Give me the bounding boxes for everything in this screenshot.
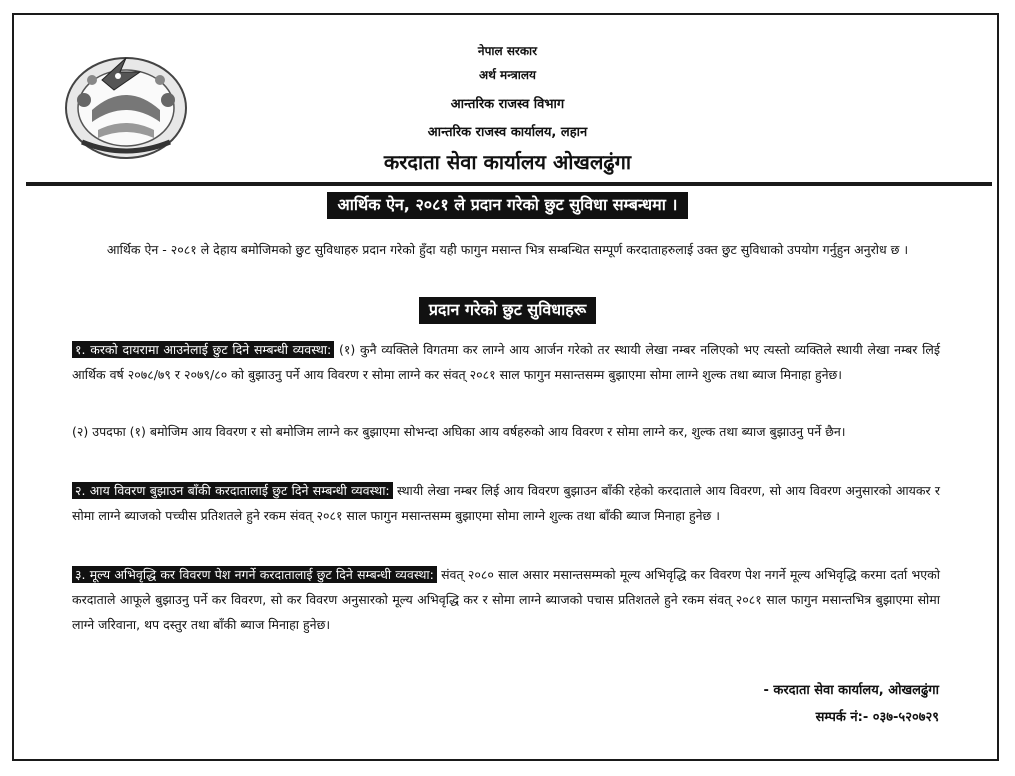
notice-intro: आर्थिक ऐन - २०८१ ले देहाय बमोजिमको छुट सुविधाहरु प्रदान गरेको हुँदा यही फागुन मसान्त भित्र सम्बन्धित सम्पूर्ण करदाताहरुलाई उक्त छुट सुविधाको उपयोग गर्नुहुन अनुरोध छ । bbox=[106, 242, 909, 257]
item-1 bbox=[72, 337, 940, 387]
notice-title: आर्थिक ऐन, २०८१ ले प्रदान गरेको छुट सुविधा सम्बन्धमा । bbox=[327, 192, 687, 219]
item-2-text: स्थायी लेखा नम्बर लिई आय विवरण बुझाउन बाँकी रहेको करदाताले आय विवरण, सो आय विवरण अनुसारको आयकर र सोमा लाग्ने ब्याजको पच्चीस प्रतिशतले हुने रकम संवत् २०८१ साल फागुन मसान्तसम्म बुझाएमा सोमा लाग्ने शुल्क तथा बाँकी ब्याज मिनाहा हुनेछ । bbox=[72, 483, 940, 523]
department-name: आन्तरिक राजस्व विभाग bbox=[450, 97, 565, 112]
item-1-heading: १. करको दायरामा आउनेलाई छुट दिने सम्बन्धी व्यवस्था: bbox=[72, 341, 334, 358]
signature: - करदाता सेवा कार्यालय, ओखलढुंगा bbox=[763, 683, 939, 698]
contact-number: सम्पर्क नं:- ०३७-५२०७२९ bbox=[815, 710, 939, 725]
notice-subtitle: प्रदान गरेको छुट सुविधाहरू bbox=[419, 297, 596, 324]
item-1-subclause: (२) उपदफा (१) बमोजिम आय विवरण र सो बमोजिम लाग्ने कर बुझाएमा सोभन्दा अघिका आय वर्षहरुको आय विवरण र सोमा लाग्ने कर, शुल्क तथा ब्याज बुझाउनु पर्ने छैन। bbox=[72, 424, 846, 439]
item-3-heading: ३. मूल्य अभिवृद्धि कर विवरण पेश नगर्ने करदातालाई छुट दिने सम्बन्धी व्यवस्था: bbox=[72, 566, 437, 583]
regional-office-name: आन्तरिक राजस्व कार्यालय, लहान bbox=[427, 125, 588, 140]
government-name: नेपाल सरकार bbox=[477, 44, 538, 58]
ministry-name: अर्थ मन्त्रालय bbox=[479, 68, 536, 82]
item-3 bbox=[72, 562, 940, 637]
subtitle-banner bbox=[0, 298, 1015, 320]
notice-title-banner bbox=[0, 193, 1015, 215]
header-divider bbox=[26, 182, 992, 186]
item-3-text: संवत् २०८० साल असार मसान्तसम्मको मूल्य अभिवृद्धि कर विवरण पेश नगर्ने मूल्य अभिवृद्धि करमा दर्ता भएको करदाताले आफूले बुझाउनु पर्ने कर विवरण, सो कर विवरण अनुसारको मूल्य अभिवृद्धि कर र सोमा लाग्ने ब्याजको पचास प्रतिशतले हुने रकम संवत् २०८१ साल फागुन मसान्तभित्र बुझाएमा सोमा लाग्ने जरिवाना, थप दस्तुर तथा बाँकी ब्याज मिनाहा हुनेछ। bbox=[72, 567, 940, 632]
item-1-text: (१) कुनै व्यक्तिले विगतमा कर लाग्ने आय आर्जन गरेको तर स्थायी लेखा नम्बर नलिएको भए त्यस्तो व्यक्तिले स्थायी लेखा नम्बर लिई आर्थिक वर्ष २०७८/७९ र २०७९/८० को बुझाउनु पर्ने आय विवरण र सोमा लाग्ने कर संवत् २०८१ साल फागुन मसान्तसम्म बुझाएमा सोमा लाग्ने शुल्क तथा ब्याज मिनाहा हुनेछ। bbox=[72, 342, 941, 382]
item-2 bbox=[72, 478, 940, 528]
office-title: करदाता सेवा कार्यालय ओखलढुंगा bbox=[383, 150, 632, 174]
item-2-heading: २. आय विवरण बुझाउन बाँकी करदातालाई छुट दिने सम्बन्धी व्यवस्था: bbox=[72, 482, 393, 499]
